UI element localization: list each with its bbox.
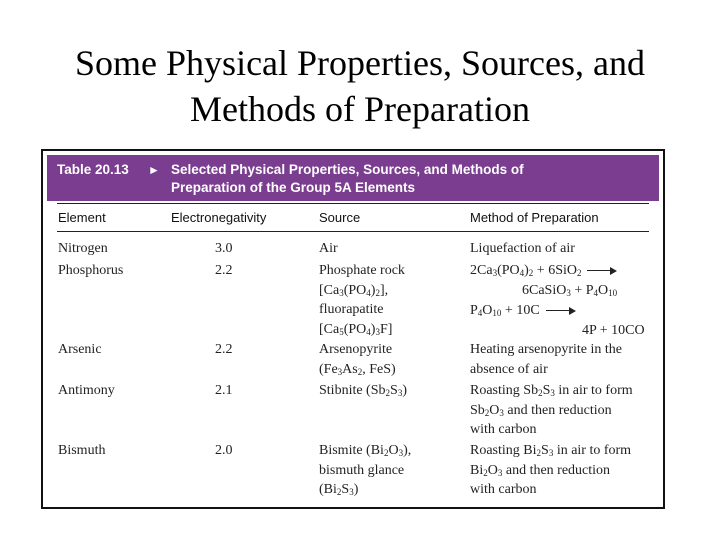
table-label: Table 20.13 — [57, 162, 129, 177]
cell-source-antimony: Stibnite $(Sb_2S_3)$ — [319, 383, 407, 398]
cell-source-arsenic: Arsenopyrite ($Fe_3As_2$, FeS) — [319, 342, 396, 377]
cell-element-phosphorus: Phosphorus — [58, 263, 124, 278]
table-caption-line-2: Preparation of the Group 5A Elements — [171, 180, 416, 195]
cell-element-antimony: Antimony — [58, 383, 115, 398]
cell-source-bismuth: Bismite $(Bi_2O_3)$, bismuth glance $(Bi_2S_3)$ — [319, 443, 412, 497]
column-header-source: Source — [319, 210, 361, 225]
cell-method-phosphorus: $2Ca_3(PO_4)_2 + 6SiO_2$ 6CaSiO$_3$ + $P_4O_{10}$ $P_4O_{10} + 10C$ 4P + 10CO — [470, 263, 645, 338]
table-image — [41, 149, 665, 509]
cell-electronegativity-bismuth: 2.0 — [215, 443, 233, 458]
table-caption-line-1: Selected Physical Properties, Sources, and Methods of — [171, 162, 524, 177]
cell-element-nitrogen: Nitrogen — [58, 241, 108, 256]
reaction-arrow-icon — [587, 270, 615, 271]
cell-method-bismuth: Roasting $Bi_2S_3$ in air to form $Bi_2O_3$ and then reduction with carbon — [470, 443, 632, 497]
column-header-rule — [57, 231, 649, 232]
cell-electronegativity-nitrogen: 3.0 — [215, 241, 233, 256]
column-header-row — [47, 201, 659, 233]
slide-title — [0, 40, 720, 132]
cell-electronegativity-arsenic: 2.2 — [215, 342, 233, 357]
play-arrow-icon: ► — [148, 163, 160, 177]
cell-source-phosphorus: Phosphate rock $[Ca_3(PO_4)_2]$, fluorapatite $[Ca_5(PO_4)_3F]$ — [319, 263, 405, 337]
cell-method-nitrogen: Liquefaction of air — [470, 241, 575, 256]
cell-element-arsenic: Arsenic — [58, 342, 102, 357]
table-header-band — [47, 155, 659, 201]
table-caption — [171, 161, 641, 197]
cell-electronegativity-antimony: 2.1 — [215, 383, 233, 398]
cell-electronegativity-phosphorus: 2.2 — [215, 263, 233, 278]
cell-method-antimony: Roasting $Sb_2S_3$ in air to form $Sb_2O_3$ and then reduction with carbon — [470, 383, 633, 437]
column-header-element: Element — [58, 210, 106, 225]
reaction-arrow-icon — [546, 310, 574, 311]
cell-source-nitrogen: Air — [319, 241, 338, 256]
column-header-method: Method of Preparation — [470, 210, 599, 225]
slide-title-line-2: Methods of Preparation — [190, 89, 530, 129]
column-header-electronegativity: Electronegativity — [171, 210, 267, 225]
slide-title-line-1: Some Physical Properties, Sources, and — [75, 43, 645, 83]
cell-element-bismuth: Bismuth — [58, 443, 106, 458]
cell-method-arsenic: Heating arsenopyrite in the absence of air — [470, 342, 623, 377]
